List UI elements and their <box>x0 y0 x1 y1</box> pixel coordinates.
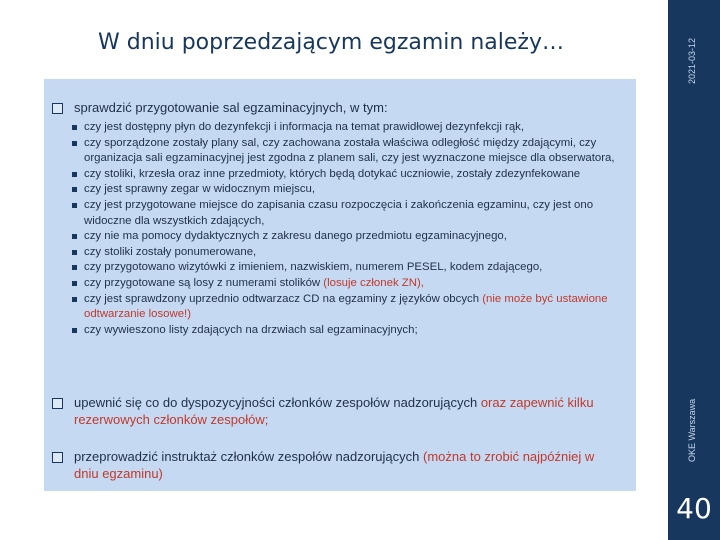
list-item <box>72 198 632 229</box>
section-staff-briefing <box>52 448 622 482</box>
square-bullet-icon <box>72 328 77 333</box>
list-item-text: czy sporządzone zostały plany sal, czy zachowana została właściwa odległość między zdającymi, czy organizacja sali egzaminacyjnej jest zgodna z planem sali, czy jest wyznaczone miejsce dla obserwatora, <box>84 136 615 165</box>
list-item <box>72 245 632 261</box>
square-bullet-icon <box>72 141 77 146</box>
list-item-text: czy jest sprawny zegar w widocznym miejscu, <box>84 183 316 196</box>
square-bullet-icon <box>72 172 77 177</box>
list-item <box>72 229 632 245</box>
list-item-text: czy stoliki zostały ponumerowane, <box>84 245 257 258</box>
square-bullet-icon <box>72 297 77 302</box>
list-item-text: czy przygotowane są losy z numerami stolików <box>84 276 324 289</box>
square-bullet-icon <box>72 125 77 130</box>
list-item <box>72 167 632 183</box>
list-item <box>72 136 632 167</box>
slide-title: W dniu poprzedzającym egzamin należy… <box>98 30 564 55</box>
square-bullet-icon <box>72 234 77 239</box>
room-checklist <box>72 120 632 338</box>
section-text: przeprowadzić instruktaż członków zespołów nadzorujących <box>74 449 423 464</box>
section-highlight: (można to zrobić najpóźniej w dniu egzaminu) <box>74 449 595 481</box>
list-item <box>72 276 632 292</box>
list-item-highlight: (nie może być ustawione odtwarzanie losowe!) <box>84 292 608 321</box>
list-item-text: czy jest dostępny płyn do dezynfekcji i informacja na temat prawidłowej dezynfekcji rąk, <box>84 121 525 133</box>
list-item <box>72 182 632 198</box>
slide-date: 2021-03-12 <box>687 37 697 84</box>
section-check-rooms <box>52 99 622 116</box>
section-staff-availability <box>52 394 622 428</box>
checkbox-bullet-icon <box>52 103 63 114</box>
list-item-text: czy nie ma pomocy dydaktycznych z zakresu danego przedmiotu egzaminacyjnego, <box>84 230 507 243</box>
list-item-text: czy stoliki, krzesła oraz inne przedmioty, których będą dotykać uczniowie, zostały zdezynfekowane <box>84 167 581 180</box>
list-item <box>72 260 632 276</box>
checkbox-bullet-icon <box>52 452 63 463</box>
checkbox-bullet-icon <box>52 398 63 409</box>
square-bullet-icon <box>72 281 77 286</box>
list-item-text: czy wywieszono listy zdających na drzwiach sal egzaminacyjnych; <box>84 323 418 336</box>
list-item <box>72 323 632 339</box>
organization-label: OKE Warszawa <box>687 398 697 462</box>
square-bullet-icon <box>72 187 77 192</box>
section-text: sprawdzić przygotowanie sal egzaminacyjnych, w tym: <box>74 100 388 115</box>
list-item-text: czy przygotowano wizytówki z imieniem, nazwiskiem, numerem PESEL, kodem zdającego, <box>84 261 543 274</box>
square-bullet-icon <box>72 203 77 208</box>
page-number: 40 <box>676 492 712 525</box>
list-item-text: czy jest sprawdzony uprzednio odtwarzacz CD na egzaminy z języków obcych <box>84 292 483 305</box>
list-item-highlight: (losuje członek ZN), <box>323 276 424 289</box>
section-highlight: oraz zapewnić kilku rezerwowych członków zespołów; <box>74 395 594 427</box>
square-bullet-icon <box>72 250 77 255</box>
square-bullet-icon <box>72 265 77 270</box>
list-item <box>72 120 632 136</box>
section-text: upewnić się co do dyspozycyjności członków zespołów nadzorujących <box>74 395 481 410</box>
list-item <box>72 292 632 323</box>
list-item-text: czy jest przygotowane miejsce do zapisania czasu rozpoczęcia i zakończenia egzaminu, czy jest ono widoczne dla wszystkich zdających, <box>84 198 594 227</box>
